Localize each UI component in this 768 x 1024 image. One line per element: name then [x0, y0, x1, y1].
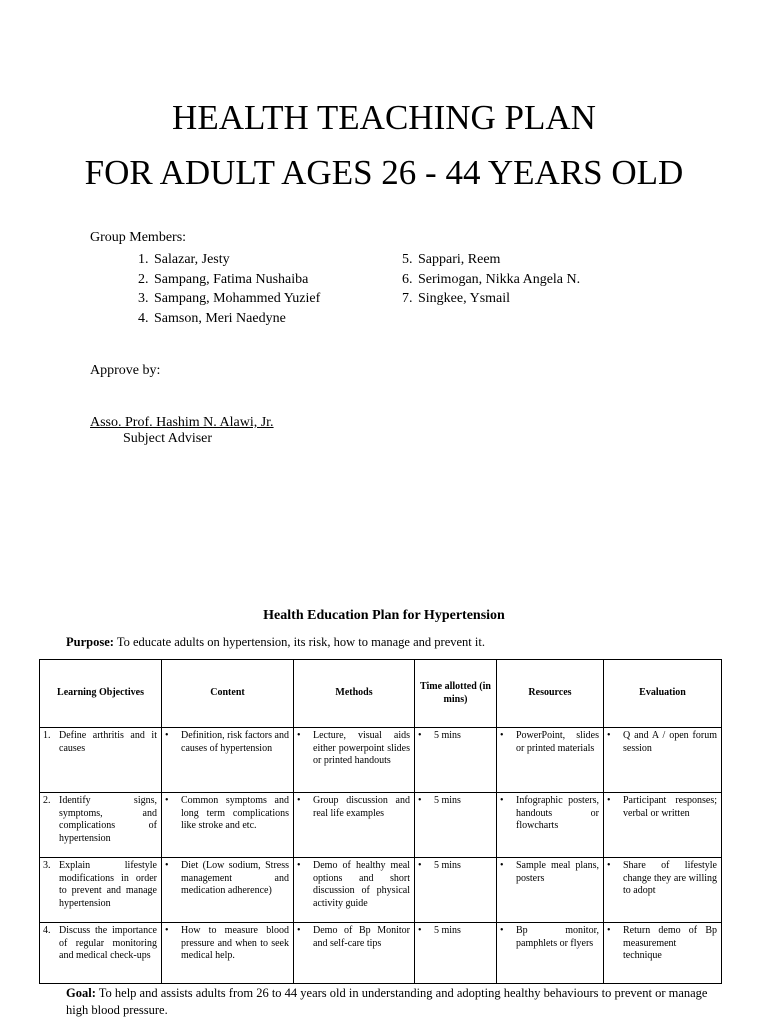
member-list-left: [138, 250, 320, 328]
goal-label: Goal:: [66, 986, 96, 1000]
bullet-icon: •: [607, 925, 611, 936]
member-item: 2. Sampang, Fatima Nushaiba: [138, 271, 309, 287]
content-cell: • Diet (Low sodium, Stress management and medication adherence): [162, 858, 294, 923]
bullet-icon: •: [418, 925, 422, 936]
bullet-icon: •: [607, 730, 611, 741]
resources-cell: • Sample meal plans, posters: [497, 858, 604, 923]
methods-cell: • Demo of healthy meal options and short discussion of physical activity guide: [294, 858, 415, 923]
document-subtitle: FOR ADULT AGES 26 - 44 YEARS OLD: [84, 153, 684, 192]
time-cell: • 5 mins: [415, 728, 497, 793]
adviser-name: Asso. Prof. Hashim N. Alawi, Jr.: [90, 415, 274, 430]
bullet-icon: •: [165, 860, 169, 871]
time-cell: • 5 mins: [415, 923, 497, 984]
methods-cell: • Demo of Bp Monitor and self-care tips: [294, 923, 415, 984]
bullet-icon: •: [297, 860, 301, 871]
resources-cell: • Bp monitor, pamphlets or flyers: [497, 923, 604, 984]
purpose-statement: [66, 635, 485, 650]
table-row: [40, 793, 722, 858]
bullet-icon: •: [500, 860, 504, 871]
member-list-right: [402, 250, 580, 309]
objective-cell: 3. Explain lifestyle modifications in order to prevent and manage hypertension: [40, 858, 162, 923]
bullet-icon: •: [297, 730, 301, 741]
goal-text: To help and assists adults from 26 to 44 years old in understanding and adopting healthy behaviours to prevent or manage high blood pressure.: [66, 986, 708, 1017]
bullet-icon: •: [418, 730, 422, 741]
bullet-icon: •: [418, 795, 422, 806]
bullet-icon: •: [165, 925, 169, 936]
adviser-role: Subject Adviser: [123, 431, 213, 446]
column-header: Methods: [294, 660, 415, 728]
column-header: Content: [162, 660, 294, 728]
bullet-icon: •: [500, 925, 504, 936]
adviser-block: [90, 415, 274, 447]
objective-cell: 2. Identify signs, symptoms, and complications of hypertension: [40, 793, 162, 858]
member-item: 6. Serimogan, Nikka Angela N.: [402, 271, 581, 287]
column-header: Time allotted (in mins): [415, 660, 497, 728]
table-header-row: [40, 660, 722, 728]
table-row: [40, 858, 722, 923]
resources-cell: • Infographic posters, handouts or flowcharts: [497, 793, 604, 858]
methods-cell: • Lecture, visual aids either powerpoint slides or printed handouts: [294, 728, 415, 793]
bullet-icon: •: [165, 795, 169, 806]
document-title: HEALTH TEACHING PLAN: [172, 98, 596, 137]
time-cell: • 5 mins: [415, 793, 497, 858]
objective-cell: 1. Define arthritis and it causes: [40, 728, 162, 793]
table-row: [40, 923, 722, 984]
teaching-plan-table: [39, 659, 722, 984]
content-cell: • Common symptoms and long term complications like stroke and etc.: [162, 793, 294, 858]
evaluation-cell: • Participant responses; verbal or written: [604, 793, 722, 858]
table-row: [40, 728, 722, 793]
resources-cell: • PowerPoint, slides or printed materials: [497, 728, 604, 793]
bullet-icon: •: [607, 860, 611, 871]
time-cell: • 5 mins: [415, 858, 497, 923]
bullet-icon: •: [607, 795, 611, 806]
column-header: Learning Objectives: [40, 660, 162, 728]
content-cell: • How to measure blood pressure and when to seek medical help.: [162, 923, 294, 984]
approve-by-label: Approve by:: [90, 363, 161, 378]
evaluation-cell: • Share of lifestyle change they are willing to adopt: [604, 858, 722, 923]
bullet-icon: •: [297, 795, 301, 806]
member-item: 5. Sappari, Reem: [402, 252, 501, 267]
goal-statement: [66, 985, 716, 1019]
bullet-icon: •: [165, 730, 169, 741]
column-header: Evaluation: [604, 660, 722, 728]
purpose-text: To educate adults on hypertension, its risk, how to manage and prevent it.: [113, 635, 485, 649]
bullet-icon: •: [500, 730, 504, 741]
evaluation-cell: • Return demo of Bp measurement technique: [604, 923, 722, 984]
methods-cell: • Group discussion and real life examples: [294, 793, 415, 858]
objective-cell: 4. Discuss the importance of regular monitoring and medical check-ups: [40, 923, 162, 984]
purpose-label: Purpose:: [66, 635, 114, 649]
member-item: 1. Salazar, Jesty: [138, 252, 230, 267]
bullet-icon: •: [418, 860, 422, 871]
member-item: 7. Singkee, Ysmail: [402, 291, 511, 306]
evaluation-cell: • Q and A / open forum session: [604, 728, 722, 793]
member-item: 4. Samson, Meri Naedyne: [138, 310, 286, 326]
group-members-label: Group Members:: [90, 230, 187, 245]
bullet-icon: •: [297, 925, 301, 936]
column-header: Resources: [497, 660, 604, 728]
content-cell: • Definition, risk factors and causes of hypertension: [162, 728, 294, 793]
plan-title: Health Education Plan for Hypertension: [263, 608, 505, 623]
member-item: 3. Sampang, Mohammed Yuzief: [138, 291, 321, 306]
bullet-icon: •: [500, 795, 504, 806]
